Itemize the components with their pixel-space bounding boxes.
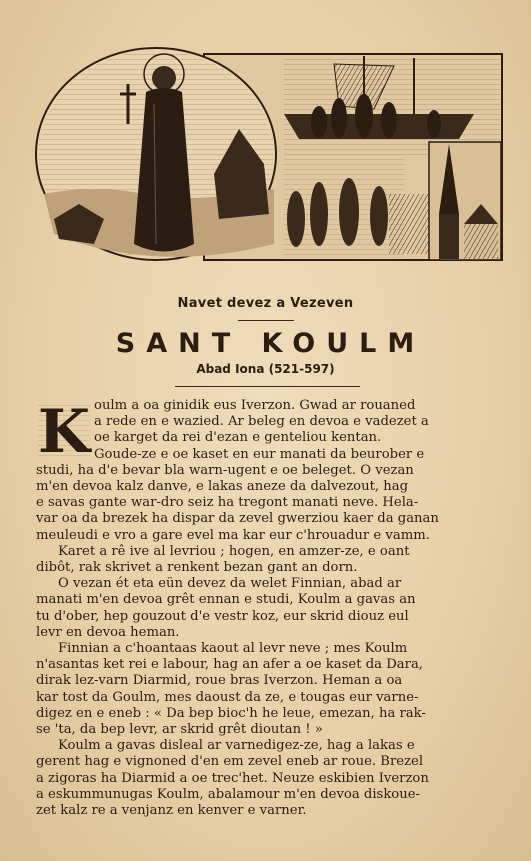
divider-short <box>238 320 294 321</box>
text-line: n'asantas ket rei e labour, hag an afer a oe kaset da Dara, <box>36 657 423 673</box>
text-line: dirak lez-varn Diarmid, roue bras Iverzon. Heman a oa <box>36 673 403 689</box>
text-line: var oa da brezek ha dispar da zevel gwerziou kaer da ganan <box>36 511 439 527</box>
text-line: digez en e eneb : « Da bep bioc'h he leue, emezan, ha rak- <box>36 705 426 721</box>
text-line: oulm a oa ginidik eus Iverzon. Gwad ar rouaned <box>94 398 416 413</box>
dropcap-text: K <box>37 400 91 458</box>
byline: Abad Iona (521-597) <box>196 362 335 376</box>
church-spire-icon <box>429 142 501 260</box>
text-line: a rede en e wazied. Ar beleg en devoa e vadezet a <box>94 414 429 430</box>
text-line: zet kalz re a venjanz en kenver e varner. <box>36 803 307 819</box>
text-line: O vezan ét eta eün devez da welet Finnian, abad ar <box>58 576 402 592</box>
text-line: a zigoras ha Diarmid a oe trec'het. Neuze eskibien Iverzon <box>36 770 429 786</box>
header-illustration <box>34 44 504 264</box>
page-title: SANT KOULM <box>115 328 426 359</box>
text-line: studi, ha d'e bevar bla warn-ugent e oe beleget. O vezan <box>36 462 414 478</box>
text-line: dibôt, rak skrivet a renkent bezan gant an dorn. <box>36 560 358 576</box>
text-line: a eskummunugas Koulm, abalamour m'en devoa diskoue- <box>36 786 421 802</box>
divider-long <box>175 386 360 387</box>
article-body <box>36 398 502 819</box>
subtitle: Navet devez a Vezeven <box>177 296 354 311</box>
text-line: e savas gante war-dro seiz ha tregont manati neve. Hela- <box>36 495 419 511</box>
text-line: Karet a rê ive al levriou ; hogen, en amzer-ze, e oant <box>58 543 410 559</box>
text-line: kar tost da Goulm, mes daoust da ze, e tougas eur varne- <box>36 689 419 705</box>
text-line: gerent hag e vignoned d'en em zevel eneb ar roue. Brezel <box>36 754 424 770</box>
text-line: se 'ta, da bep levr, ar skrid grêt dioutan ! » <box>36 722 323 738</box>
text-line: m'en devoa kalz danve, e lakas aneze da dalvezout, hag <box>36 479 409 495</box>
text-line: Koulm a gavas disleal ar varnedigez-ze, hag a lakas e <box>58 738 415 754</box>
saint-medallion <box>36 48 276 260</box>
text-line: oe karget da rei d'ezan e genteliou kentan. <box>94 430 382 446</box>
text-line: manati m'en devoa grêt ennan e studi, Koulm a gavas an <box>36 592 416 608</box>
text-line: meuleudi e vro a gare evel ma kar eur c'hrouadur e vamm. <box>36 527 430 543</box>
text-line: Finnian a c'hoantaas kaout al levr neve ; mes Koulm <box>58 641 408 657</box>
text-line: Goude-ze e oe kaset en eur manati da beurober e <box>94 446 425 462</box>
text-line: levr en devoa heman. <box>36 624 180 640</box>
text-line: tu d'ober, hep gouzout d'e vestr koz, eur skrid diouz eul <box>36 608 409 624</box>
